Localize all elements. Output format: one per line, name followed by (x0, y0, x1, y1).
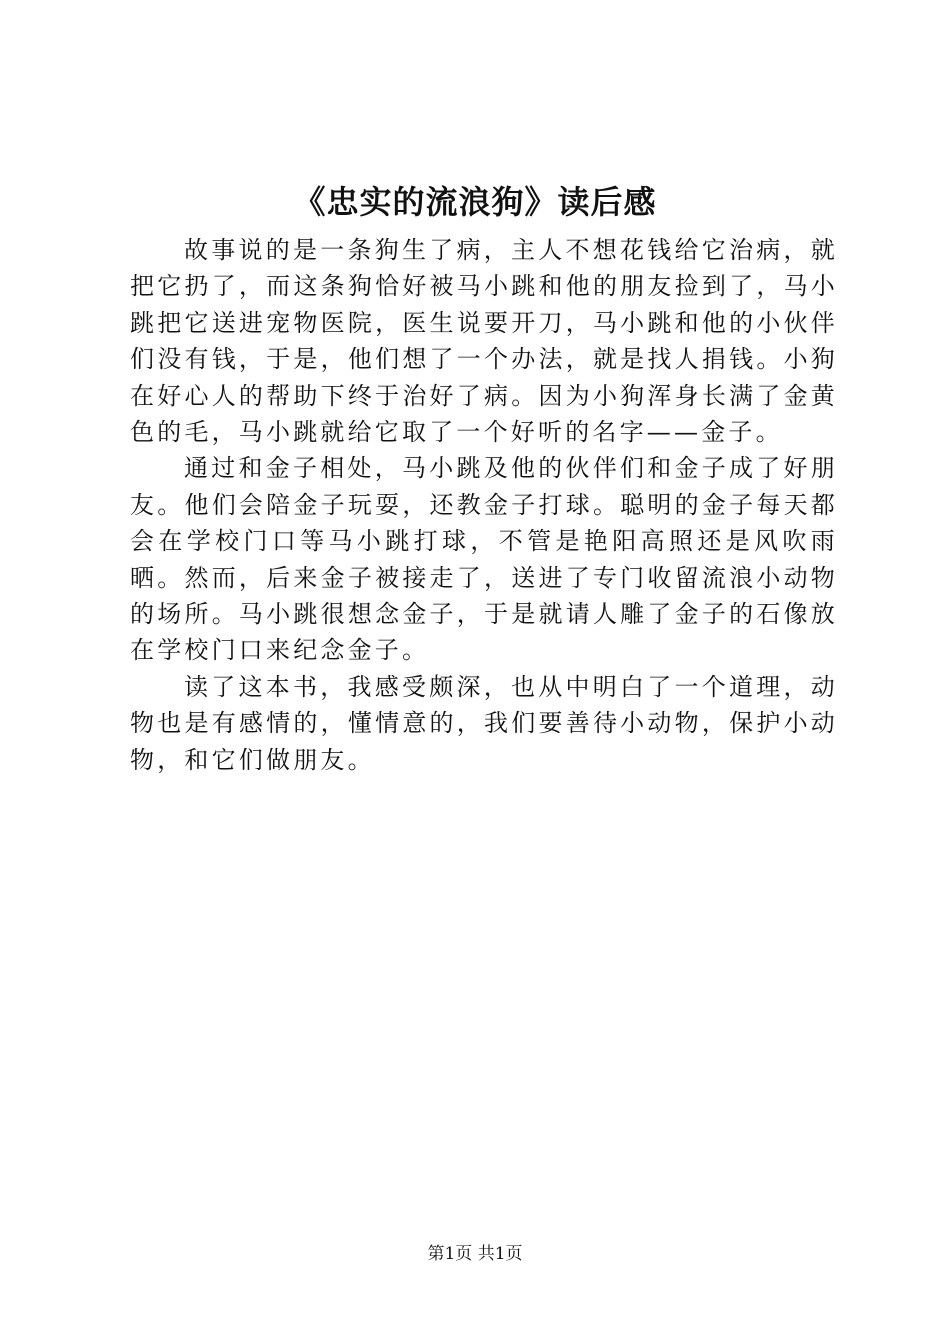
document-body (130, 232, 838, 778)
page-footer: 第1页 共1页 (427, 1244, 523, 1264)
paragraph-2: 通过和金子相处，马小跳及他的伙伴们和金子成了好朋友。他们会陪金子玩耍，还教金子打球。聪明的金子每天都会在学校门口等马小跳打球，不管是艳阳高照还是风吹雨晒。然而，后来金子被接走了，送进了专门收留流浪小动物的场所。马小跳很想念金子，于是就请人雕了金子的石像放在学校门口来纪念金子。 (130, 454, 838, 665)
paragraph-1: 故事说的是一条狗生了病，主人不想花钱给它治病，就把它扔了，而这条狗恰好被马小跳和他的朋友捡到了，马小跳把它送进宠物医院，医生说要开刀，马小跳和他的小伙伴们没有钱，于是，他们想了一个办法，就是找人捐钱。小狗在好心人的帮助下终于治好了病。因为小狗浑身长满了金黄色的毛，马小跳就给它取了一个好听的名字——金子。 (130, 236, 838, 447)
paragraph-3: 读了这本书，我感受颇深，也从中明白了一个道理，动物也是有感情的，懂情意的，我们要善待小动物，保护小动物，和它们做朋友。 (130, 672, 838, 774)
document-title: 《忠实的流浪狗》读后感 (293, 183, 657, 221)
